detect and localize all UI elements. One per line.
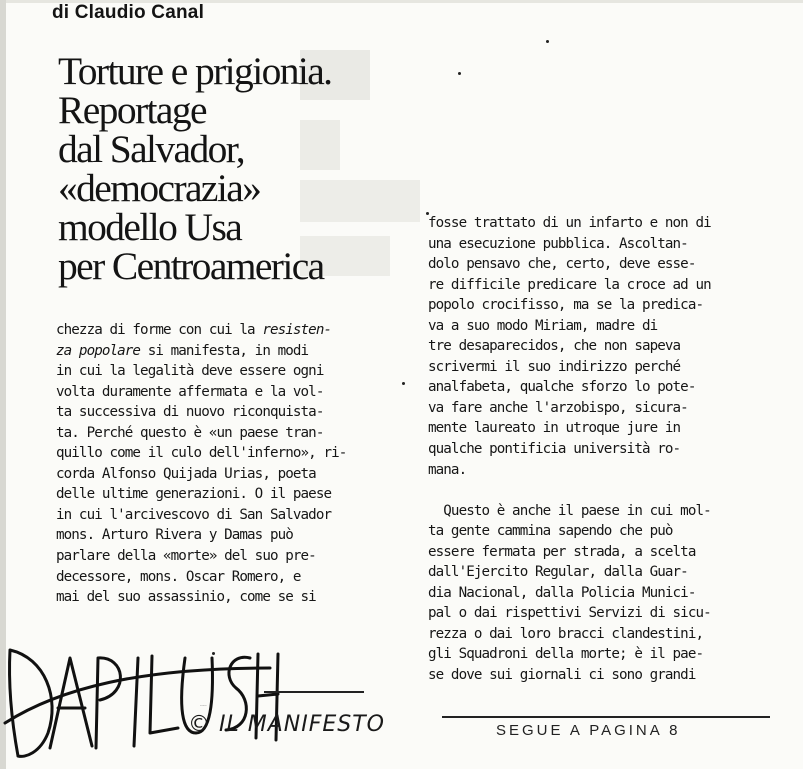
left-line-2-post: si manifesta, in modi — [140, 342, 309, 359]
right-line: dolo pensavo che, certo, deve esse- — [428, 256, 696, 273]
right-line: dall'Ejercito Regular, dalla Guar- — [428, 564, 688, 581]
left-line: quillo come il culo dell'inferno», ri- — [56, 445, 347, 462]
right-line: va a suo modo Miriam, madre di — [428, 317, 658, 334]
left-line: in cui la legalità deve essere ogni — [56, 363, 324, 380]
headline-line-6: per Centroamerica — [58, 244, 324, 288]
right-line: essere fermata per strada, a scelta — [428, 543, 696, 560]
right-line: ta gente cammina sapendo che può — [428, 523, 673, 540]
ink-speck — [402, 382, 405, 385]
right-line: pal o dai rispettivi Servizi di sicu- — [428, 605, 711, 622]
right-line: fosse trattato di un infarto e non di — [428, 215, 711, 231]
copyright-notice: © IL MANIFESTO — [188, 712, 385, 737]
artist-signature — [0, 628, 280, 769]
left-line: mai del suo assassinio, come se si — [56, 589, 316, 606]
headline-line-4: «democrazia» — [58, 166, 261, 210]
headline — [58, 49, 418, 288]
continuation-rule — [442, 716, 770, 718]
left-line: corda Alfonso Quijada Urias, poeta — [56, 465, 316, 482]
ink-speck — [546, 40, 549, 43]
right-line: rezza o dai loro bracci clandestini, — [428, 625, 704, 642]
right-line: tre desaparecidos, che non sapeva — [428, 338, 681, 355]
right-line: re difficile predicare la croce ad un — [428, 276, 711, 293]
article-column-right — [428, 213, 711, 686]
right-line: mana. — [428, 461, 467, 478]
signature-text: DAPILUSH '87 — [200, 706, 207, 707]
right-line: mente laureato in utroque jure in — [428, 420, 681, 437]
right-line: qualche pontificia università ro- — [428, 441, 681, 458]
right-line: se dove sui giornali ci sono grandi — [428, 667, 696, 684]
ink-speck — [212, 652, 215, 655]
right-line: analfabeta, qualche sforzo lo pote- — [428, 379, 696, 396]
article-column-left — [56, 320, 346, 608]
right-line: gli Squadroni della morte; è il pae- — [428, 646, 704, 663]
left-line: volta duramente affermata e la vol- — [56, 383, 324, 400]
left-line: mons. Arturo Rivera y Damas può — [56, 527, 293, 544]
left-line: ta successiva di nuovo riconquista- — [56, 404, 324, 421]
ink-speck — [458, 72, 461, 75]
signature-rule — [264, 691, 364, 693]
ink-speck — [426, 212, 429, 215]
continued-on-page: SEGUE A PAGINA 8 — [496, 722, 681, 739]
left-line-2-italic: za popolare — [56, 342, 141, 359]
left-line: decessore, mons. Oscar Romero, e — [56, 568, 301, 585]
right-line: va fare anche l'arzobispo, sicura- — [428, 399, 688, 416]
right-line: dia Nacional, dalla Policia Munici- — [428, 584, 696, 601]
headline-line-5: modello Usa — [58, 205, 242, 249]
left-line: ta. Perché questo è «un paese tran- — [56, 424, 324, 441]
left-line: parlare della «morte» del suo pre- — [56, 548, 316, 565]
headline-line-1: Torture e prigionia. — [58, 49, 332, 93]
right-line: una esecuzione pubblica. Ascoltan- — [428, 235, 688, 252]
left-line-1-italic: resisten- — [262, 322, 332, 338]
headline-line-2: Reportage — [58, 88, 206, 132]
headline-line-3: dal Salvador, — [58, 127, 245, 171]
byline: di Claudio Canal — [52, 2, 205, 23]
left-line: delle ultime generazioni. O il paese — [56, 486, 332, 503]
left-line: in cui l'arcivescovo di San Salvador — [56, 506, 332, 523]
right-line: popolo crocifisso, ma se la predica- — [428, 297, 704, 314]
right-line: scrivermi il suo indirizzo perché — [428, 358, 681, 375]
left-line-1-pre: chezza di forme con cui la — [56, 322, 263, 338]
right-line: Questo è anche il paese in cui mol- — [428, 502, 711, 519]
